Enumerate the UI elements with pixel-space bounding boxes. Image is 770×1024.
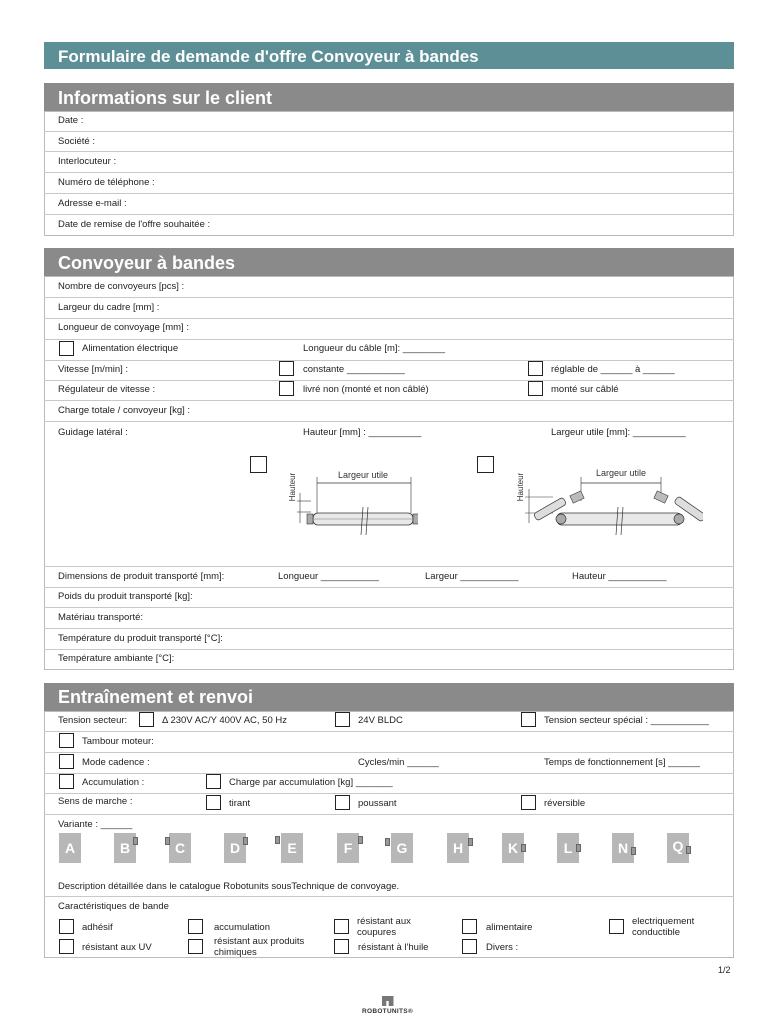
longueur-cable-label: Longueur du câble [m]: ________ (303, 343, 446, 354)
vitesse-label: Vitesse [m/min] : (58, 364, 129, 375)
conductible-checkbox[interactable] (609, 919, 624, 934)
page-title: Formulaire de demande d'offre Convoyeur à bandes (58, 47, 479, 66)
guidage-diagram-angled (513, 455, 703, 545)
temps-label: Temps de fonctionnement [s] ______ (544, 757, 700, 768)
constante-label: constante ___________ (303, 364, 405, 375)
diagram-largeur-label: Largeur utile (337, 470, 389, 480)
divers-checkbox[interactable] (462, 939, 477, 954)
accumulation-opt-label: accumulation (214, 922, 270, 933)
variant-letter: C (169, 833, 191, 863)
reversible-label: réversible (544, 798, 586, 809)
field-label: Adresse e-mail : (58, 198, 127, 209)
huile-label: résistant à l'huile (358, 942, 429, 953)
client-row-interlocuteur[interactable] (44, 152, 734, 173)
client-row-date-remise[interactable] (44, 215, 734, 236)
field-label: Société : (58, 136, 95, 147)
variant-letter: A (59, 833, 81, 863)
tirant-checkbox[interactable] (206, 795, 221, 810)
form-title-bar (44, 42, 734, 69)
tambour-checkbox[interactable] (59, 733, 74, 748)
alimentaire-label: alimentaire (486, 922, 533, 933)
section-header-client (44, 83, 734, 111)
cadence-checkbox[interactable] (59, 754, 74, 769)
description-text: Description détaillée dans le catalogue Robotunits sousTechnique de convoyage. (58, 881, 400, 892)
tension-24-label: 24V BLDC (358, 715, 403, 726)
section-header-convoyeur (44, 248, 734, 276)
guidage-option-1-checkbox[interactable] (250, 456, 267, 473)
accumulation-checkbox[interactable] (59, 774, 74, 789)
variant-letter: E (281, 833, 303, 863)
alimentaire-checkbox[interactable] (462, 919, 477, 934)
section-title: Entraînement et renvoi (58, 687, 254, 707)
hauteur-mm-label: Hauteur [mm] : __________ (303, 427, 422, 438)
guidage-diagram-straight (283, 455, 418, 545)
row-temp-produit[interactable] (44, 628, 734, 650)
row-nombre[interactable] (44, 276, 734, 298)
client-row-date[interactable] (44, 111, 734, 132)
uv-label: résistant aux UV (82, 942, 152, 953)
variant-letter: F (337, 833, 359, 863)
page-number: 1/2 (718, 965, 731, 975)
reglable-checkbox[interactable] (528, 361, 543, 376)
tension-special-label: Tension secteur spécial : ___________ (544, 715, 709, 726)
field-label: Poids du produit transporté [kg]: (58, 591, 193, 602)
constante-checkbox[interactable] (279, 361, 294, 376)
row-materiau[interactable] (44, 607, 734, 629)
caracteristiques-label: Caractéristiques de bande (58, 901, 169, 912)
diagram-largeur-label: Largeur utile (595, 468, 647, 478)
field-label: Date : (58, 115, 84, 126)
field-label: Charge totale / convoyeur [kg] : (58, 405, 191, 416)
charge-accu-checkbox[interactable] (206, 774, 221, 789)
huile-checkbox[interactable] (334, 939, 349, 954)
conductible-label: electriquement conductible (632, 916, 695, 938)
cadence-label: Mode cadence : (82, 757, 150, 768)
field-label: Longueur de convoyage [mm] : (58, 322, 189, 333)
client-row-email[interactable] (44, 194, 734, 215)
diagram-hauteur-label: Hauteur (288, 472, 297, 502)
divers-label: Divers : (486, 942, 519, 953)
reversible-checkbox[interactable] (521, 795, 536, 810)
field-label: Nombre de convoyeurs [pcs] : (58, 281, 185, 292)
dimensions-label: Dimensions de produit transporté [mm]: (58, 571, 225, 582)
variant-letter: B (114, 833, 136, 863)
alimentation-checkbox[interactable] (59, 341, 74, 356)
row-longueur[interactable] (44, 318, 734, 340)
variant-letter: D (224, 833, 246, 863)
tension-230-checkbox[interactable] (139, 712, 154, 727)
chimiques-label: résistant aux produits chimiques (214, 936, 305, 958)
guidage-option-2-checkbox[interactable] (477, 456, 494, 473)
coupures-label: résistant aux coupures (357, 916, 411, 938)
reglable-label: réglable de ______ à ______ (551, 364, 675, 375)
coupures-checkbox[interactable] (334, 919, 349, 934)
dim-hauteur-label[interactable]: Hauteur ___________ (572, 571, 667, 582)
tension-special-checkbox[interactable] (521, 712, 536, 727)
tirant-label: tirant (229, 798, 251, 809)
adhesif-checkbox[interactable] (59, 919, 74, 934)
tambour-label: Tambour moteur: (82, 736, 154, 747)
variant-letter: H (447, 833, 469, 863)
charge-accu-label: Charge par accumulation [kg] _______ (229, 777, 393, 788)
poussant-checkbox[interactable] (335, 795, 350, 810)
uv-checkbox[interactable] (59, 939, 74, 954)
alimentation-label: Alimentation électrique (82, 343, 179, 354)
monte-cable-checkbox[interactable] (528, 381, 543, 396)
diagram-hauteur-label: Hauteur (516, 472, 525, 502)
sens-label: Sens de marche : (58, 796, 133, 807)
row-poids[interactable] (44, 587, 734, 608)
field-label: Largeur du cadre [mm] : (58, 302, 160, 313)
variant-letter: Q (667, 833, 689, 863)
field-label: Date de remise de l'offre souhaitée : (58, 219, 211, 230)
field-label: Numéro de téléphone : (58, 177, 155, 188)
monte-cable-label: monté sur câblé (551, 384, 619, 395)
accumulation-label: Accumulation : (82, 777, 145, 788)
robotunits-logo (350, 996, 425, 1015)
field-label: Température ambiante [°C]: (58, 653, 175, 664)
variante-label: Variante : ______ (58, 819, 133, 830)
field-label: Température du produit transporté [°C]: (58, 633, 223, 644)
guidage-label: Guidage latéral : (58, 427, 128, 438)
section-title: Informations sur le client (58, 88, 273, 108)
livre-non-label: livré non (monté et non câblé) (303, 384, 429, 395)
row-temp-ambiante[interactable] (44, 649, 734, 670)
dim-largeur-label[interactable]: Largeur ___________ (425, 571, 519, 582)
variant-letter: L (557, 833, 579, 863)
largeur-utile-mm-label: Largeur utile [mm]: __________ (551, 427, 686, 438)
chimiques-checkbox[interactable] (188, 939, 203, 954)
field-label: Interlocuteur : (58, 156, 117, 167)
tension-230-label: Δ 230V AC/Y 400V AC, 50 Hz (162, 715, 287, 726)
dim-longueur-label[interactable]: Longueur ___________ (278, 571, 379, 582)
regulateur-label: Régulateur de vitesse : (58, 384, 156, 395)
variant-letter: N (612, 833, 634, 863)
tension-label: Tension secteur: (58, 715, 128, 726)
client-row-societe[interactable] (44, 131, 734, 152)
accumulation-opt-checkbox[interactable] (188, 919, 203, 934)
cycles-label: Cycles/min ______ (358, 757, 439, 768)
poussant-label: poussant (358, 798, 397, 809)
variant-letter: K (502, 833, 524, 863)
adhesif-label: adhésif (82, 922, 113, 933)
logo-text: ROBOTUNITS® (361, 1008, 414, 1015)
field-label: Matériau transporté: (58, 612, 144, 623)
variant-letter: G (391, 833, 413, 863)
livre-non-checkbox[interactable] (279, 381, 294, 396)
client-row-telephone[interactable] (44, 173, 734, 194)
section-header-entrainement (44, 683, 734, 711)
row-charge[interactable] (44, 400, 734, 422)
tension-24-checkbox[interactable] (335, 712, 350, 727)
section-title: Convoyeur à bandes (58, 253, 236, 273)
row-largeur-cadre[interactable] (44, 297, 734, 319)
